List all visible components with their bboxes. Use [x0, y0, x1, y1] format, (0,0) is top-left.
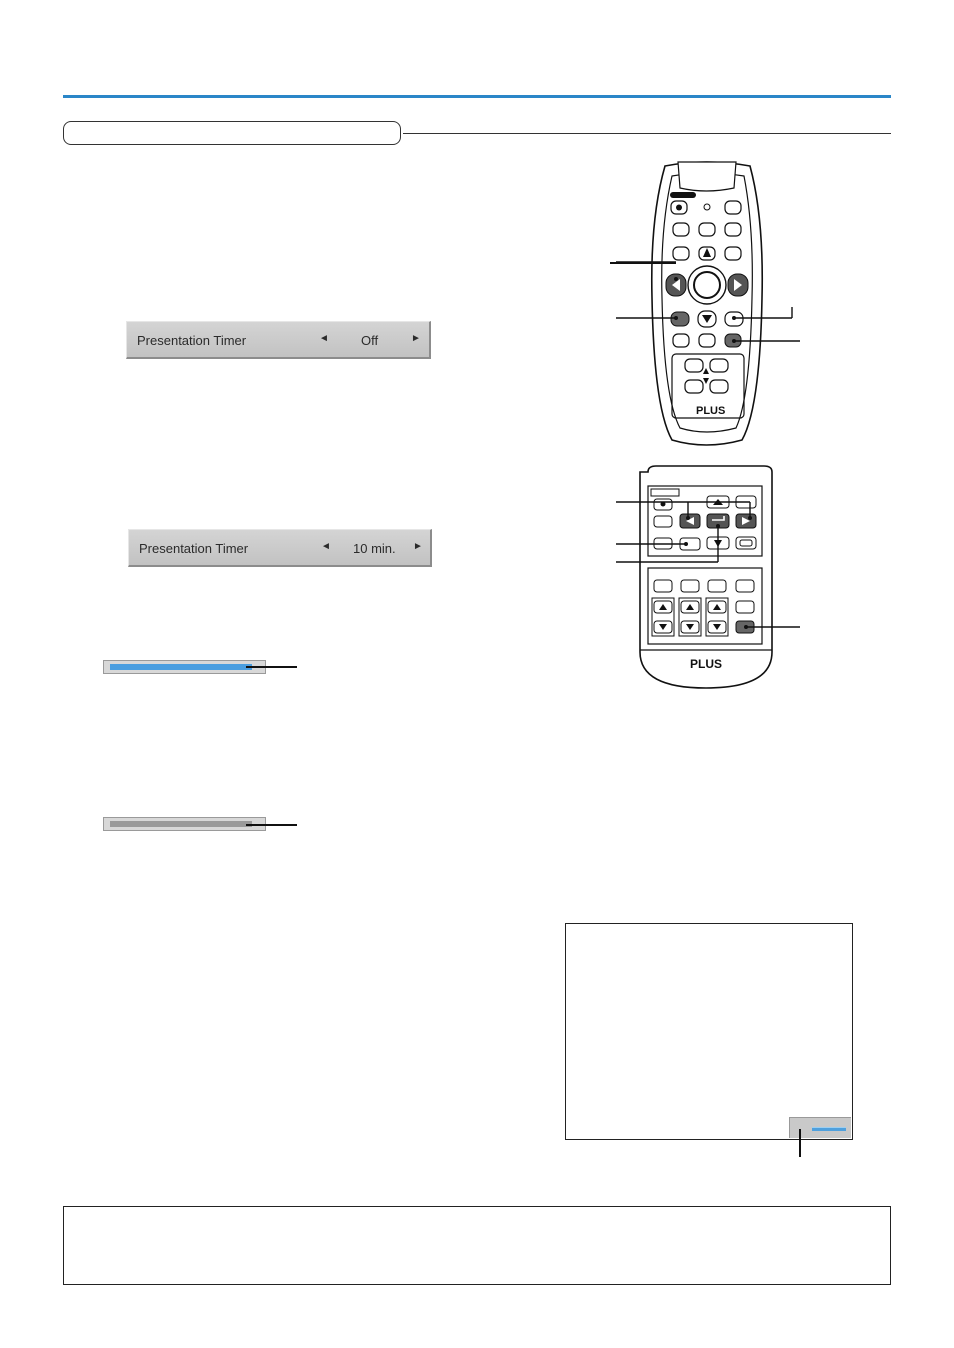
callout-line [246, 666, 297, 668]
timer-bar-fill [110, 821, 252, 827]
remote-large-brand: PLUS [696, 405, 726, 417]
osd-value: Off [361, 333, 379, 348]
osd-value: 10 min. [353, 541, 396, 556]
callout-line [799, 1129, 801, 1157]
timer-bar-fill [110, 664, 252, 670]
left-arrow-icon: ◄ [319, 333, 329, 344]
note-box [63, 1206, 891, 1285]
callout-line [610, 262, 676, 264]
right-arrow-icon: ► [411, 333, 421, 344]
remote-small-brand: PLUS [690, 657, 723, 671]
osd-label: Presentation Timer [139, 541, 249, 556]
osd-label: Presentation Timer [137, 333, 247, 348]
projected-screen [565, 923, 853, 1140]
timer-bar-stopped [103, 817, 266, 831]
screen-timer-bar [812, 1127, 846, 1131]
top-rule [63, 95, 891, 98]
right-arrow-icon: ► [413, 541, 423, 552]
timer-bar-running [103, 660, 266, 674]
section-header-pill [63, 121, 401, 145]
left-arrow-icon: ◄ [321, 541, 331, 552]
osd-presentation-timer-10min [128, 529, 432, 567]
callout-line [246, 824, 297, 826]
section-header-line [403, 133, 891, 134]
osd-presentation-timer-off [126, 321, 431, 359]
